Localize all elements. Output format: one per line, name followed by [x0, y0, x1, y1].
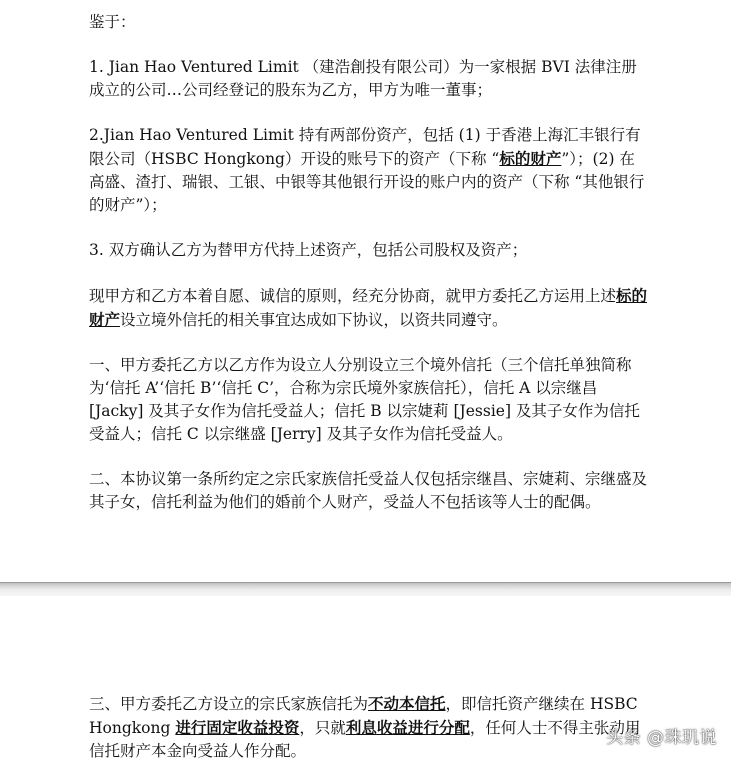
recital-clause-3: 3. 双方确认乙方为替甲方代持上述资产，包括公司股权及资产；: [89, 241, 528, 259]
article-3-text-d: ，任何人士不得主张动用信托财产本金向受益人作分配。: [89, 719, 641, 760]
source-watermark: 头条 @珠玑说: [606, 728, 717, 748]
intro-text-b: 设立境外信托的相关事宜达成如下协议，以资共同遵守。: [120, 311, 508, 329]
article-1: 一、甲方委托乙方以乙方作为设立人分别设立三个境外信托（三个信托单独简称为‘信托 A’‘信托 B’‘信托 C’，合称为宗氏境外家族信托），信托 A 以宗继昌 [Jacky] 及其子女作为信托受益人；信托 B 以宗婕莉 [Jessie] 及其子女作为信托受益人；信托 C 以宗继盛 [Jerry] 及其子女作为信托受益人。: [89, 356, 640, 443]
page-2-content: [89, 692, 649, 763]
clause-2-text-b: ”）；(2) 在高盛、渣打、瑞银、工银、中银等其他银行开设的账户内的资产（下称 “其他银行的财产”）；: [89, 150, 645, 214]
article-3-text-a: 三、甲方委托乙方设立的宗氏家族信托为: [89, 695, 369, 713]
clause-2-text-a: 2.Jian Hao Ventured Limit 持有两部份资产，包括 (1) 于香港上海汇丰银行有限公司（HSBC Hongkong）开设的账号下的资产（下称 “: [89, 126, 641, 168]
clause-2-bold-term: 标的财产: [499, 149, 562, 168]
article-3-bold-1: 不动本信托: [368, 694, 446, 713]
recitals-heading: 鉴于：: [89, 13, 136, 31]
article-3: [89, 692, 649, 763]
article-3-text-b: ，即信托资产继续在 HSBC Hongkong: [89, 695, 638, 737]
article-3-bold-2: 进行固定收益投资: [175, 718, 300, 737]
intro-bold-term: 标的财产: [89, 286, 648, 329]
recital-clause-2: [89, 124, 649, 217]
page-break-edge: [0, 582, 731, 583]
article-3-bold-3: 利息收益进行分配: [345, 718, 470, 737]
article-3-text-c: ，只就: [299, 719, 346, 737]
recital-clause-1: 1. Jian Hao Ventured Limit （建浩創投有限公司）为一家根据 BVI 法律注册成立的公司…公司经登记的股东为乙方，甲方为唯一董事；: [89, 58, 637, 99]
agreement-intro: [89, 284, 649, 332]
intro-text-a: 现甲方和乙方本着自愿、诚信的原则，经充分协商，就甲方委托乙方运用上述: [89, 287, 617, 305]
page-1-content: [89, 11, 649, 514]
page-break-separator: [0, 582, 731, 596]
article-2: 二、本协议第一条所约定之宗氏家族信托受益人仅包括宗继昌、宗婕莉、宗继盛及其子女，信托利益为他们的婚前个人财产，受益人不包括该等人士的配偶。: [89, 470, 648, 511]
